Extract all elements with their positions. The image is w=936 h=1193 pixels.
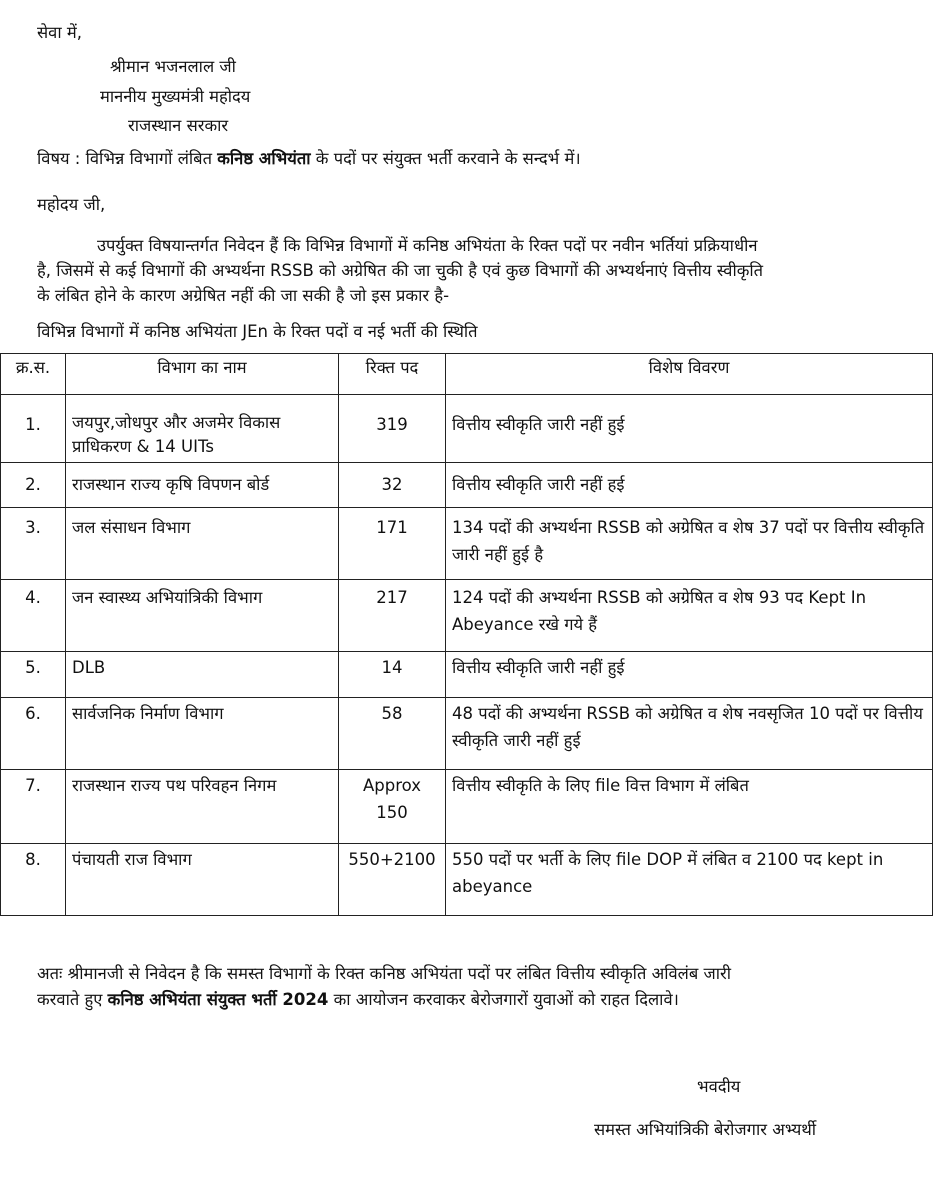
closing-paragraph — [37, 961, 917, 1013]
cell-sno: 2. — [1, 463, 66, 508]
cell-remarks: 550 पदों पर भर्ती के लिए file DOP में लंबित व 2100 पद kept in abeyance — [446, 844, 933, 916]
table-row — [1, 580, 933, 652]
intro-line: है, जिसमें से कई विभागों की अभ्यर्थना RSSB को अग्रेषित की जा चुकी है एवं कुछ विभागों की अभ्यर्थनाएं वित्तीय स्वीकृति — [37, 261, 764, 280]
table-row — [1, 844, 933, 916]
cell-sno: 3. — [1, 508, 66, 580]
cell-sno: 8. — [1, 844, 66, 916]
table-row — [1, 395, 933, 463]
cell-dept: जल संसाधन विभाग — [66, 508, 339, 580]
cell-remarks: 134 पदों की अभ्यर्थना RSSB को अग्रेषित व शेष 37 पदों पर वित्तीय स्वीकृति जारी नहीं हुई है — [446, 508, 933, 580]
addressee-designation: माननीय मुख्यमंत्री महोदय — [100, 87, 251, 106]
cell-remarks: वित्तीय स्वीकृति के लिए file वित्त विभाग में लंबित — [446, 770, 933, 844]
addressee-office: राजस्थान सरकार — [128, 116, 229, 135]
cell-posts: 32 — [339, 463, 446, 508]
header-remarks: विशेष विवरण — [446, 354, 933, 395]
vacancy-table — [0, 353, 933, 916]
cell-remarks: 124 पदों की अभ्यर्थना RSSB को अग्रेषित व शेष 93 पद Kept In Abeyance रखे गये हैं — [446, 580, 933, 652]
cell-remarks: वित्तीय स्वीकृति जारी नहीं हुई — [446, 395, 933, 463]
cell-dept: राजस्थान राज्य कृषि विपणन बोर्ड — [66, 463, 339, 508]
subject-suffix: के पदों पर संयुक्त भर्ती करवाने के सन्दर्भ में। — [310, 149, 581, 168]
cell-posts: 319 — [339, 395, 446, 463]
cell-dept: पंचायती राज विभाग — [66, 844, 339, 916]
cell-sno: 1. — [1, 395, 66, 463]
closing-suffix: का आयोजन करवाकर बेरोजगारों युवाओं को राहत दिलावे। — [328, 990, 679, 1009]
closing-prefix: करवाते हुए — [37, 990, 108, 1009]
cell-sno: 6. — [1, 698, 66, 770]
addressee-name: श्रीमान भजनलाल जी — [110, 57, 236, 76]
cell-dept: जन स्वास्थ्य अभियांत्रिकी विभाग — [66, 580, 339, 652]
table-header-row — [1, 354, 933, 395]
greeting: महोदय जी, — [37, 195, 106, 214]
subject-bold: कनिष्ठ अभियंता — [217, 149, 311, 168]
cell-remarks: वित्तीय स्वीकृति जारी नहीं हुई — [446, 652, 933, 698]
cell-sno: 7. — [1, 770, 66, 844]
cell-posts: 171 — [339, 508, 446, 580]
table-row — [1, 508, 933, 580]
cell-sno: 5. — [1, 652, 66, 698]
intro-line: के लंबित होने के कारण अग्रेषित नहीं की जा सकी है जो इस प्रकार है- — [37, 286, 450, 305]
cell-posts: 58 — [339, 698, 446, 770]
closing-line: अतः श्रीमानजी से निवेदन है कि समस्त विभागों के रिक्त कनिष्ठ अभियंता पदों पर लंबित वित्तीय स्वीकृति अविलंब जारी — [37, 964, 732, 983]
cell-posts: 217 — [339, 580, 446, 652]
closing-bold: कनिष्ठ अभियंता संयुक्त भर्ती 2024 — [107, 990, 329, 1009]
cell-dept: राजस्थान राज्य पथ परिवहन निगम — [66, 770, 339, 844]
closing-line — [37, 987, 917, 1013]
header-dept: विभाग का नाम — [66, 354, 339, 395]
cell-posts: Approx 150 — [339, 770, 446, 844]
signature: समस्त अभियांत्रिकी बेरोजगार अभ्यर्थी — [594, 1120, 817, 1139]
header-sno: क्र.स. — [1, 354, 66, 395]
subject-line — [37, 148, 581, 171]
header-posts: रिक्त पद — [339, 354, 446, 395]
cell-remarks: वित्तीय स्वीकृति जारी नहीं हई — [446, 463, 933, 508]
salutation: सेवा में, — [37, 23, 82, 42]
table-row — [1, 463, 933, 508]
cell-dept: DLB — [66, 652, 339, 698]
cell-dept: सार्वजनिक निर्माण विभाग — [66, 698, 339, 770]
intro-line: उपर्युक्त विषयान्तर्गत निवेदन हैं कि विभिन्न विभागों में कनिष्ठ अभियंता के रिक्त पदों पर नवीन भर्तियां प्रक्रियाधीन — [97, 236, 758, 255]
cell-posts: 14 — [339, 652, 446, 698]
table-row — [1, 652, 933, 698]
cell-posts: 550+2100 — [339, 844, 446, 916]
intro-paragraph — [37, 233, 917, 308]
table-row — [1, 770, 933, 844]
table-title: विभिन्न विभागों में कनिष्ठ अभियंता JEn के रिक्त पदों व नई भर्ती की स्थिति — [37, 322, 478, 341]
table-row — [1, 698, 933, 770]
cell-sno: 4. — [1, 580, 66, 652]
cell-remarks: 48 पदों की अभ्यर्थना RSSB को अग्रेषित व शेष नवसृजित 10 पदों पर वित्तीय स्वीकृति जारी नहीं हुई — [446, 698, 933, 770]
signoff: भवदीय — [697, 1077, 741, 1096]
cell-dept: जयपुर,जोधपुर और अजमेर विकास प्राधिकरण & 14 UITs — [66, 395, 339, 463]
subject-prefix: विषय : विभिन्न विभागों लंबित — [37, 149, 218, 168]
